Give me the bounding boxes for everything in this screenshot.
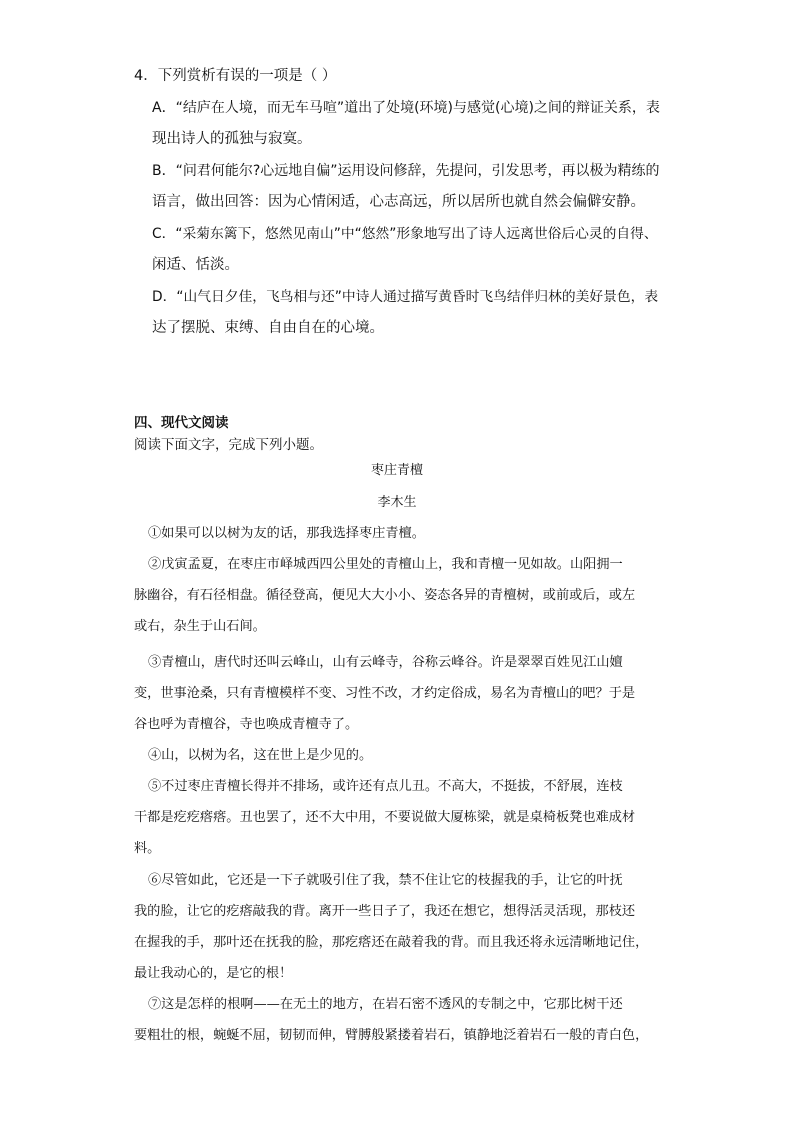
paragraph-7-line-1: ⑦这是怎样的根啊——在无土的地方，在岩石密不透风的专制之中，它那比树干还 (148, 997, 623, 1012)
option-a-line-1: A．“结庐在人境，而无车马喧”道出了处境(环境)与感觉(心境)之间的辩证关系，表 (152, 100, 660, 116)
article-title: 枣庄青檀 (370, 463, 423, 478)
paragraph-6-line-3: 在握我的手，那叶还在抚我的脸，那疙瘩还在敲着我的背。而且我还将永远清晰地记住， (134, 935, 649, 950)
option-d-line-1: D．“山气日夕佳，飞鸟相与还”中诗人通过描写黄昏时飞鸟结伴归林的美好景色，表 (152, 289, 659, 305)
paragraph-2-line-1: ②戊寅孟夏，在枣庄市峄城西四公里处的青檀山上，我和青檀一见如故。山阳拥一 (148, 557, 623, 572)
option-a-line-2: 现出诗人的孤独与寂寞。 (152, 131, 312, 147)
option-b-line-2: 语言，做出回答：因为心情闲适，心志高远，所以居所也就自然会偏僻安静。 (152, 194, 645, 210)
section-title: 四、现代文阅读 (134, 415, 229, 431)
paragraph-2-line-3: 或右，杂生于山石间。 (134, 619, 266, 634)
option-b-line-1: B．“问君何能尔?心远地自偏”运用设问修辞，先提问，引发思考，再以极为精练的 (152, 163, 660, 179)
paragraph-5-line-3: 料。 (134, 841, 161, 856)
option-c-line-2: 闲适、恬淡。 (152, 257, 239, 273)
paragraph-6-line-1: ⑥尽管如此，它还是一下子就吸引住了我，禁不住让它的枝握我的手，让它的叶抚 (148, 873, 623, 888)
section-instruction: 阅读下面文字，完成下列小题。 (134, 437, 323, 453)
paragraph-4-line-1: ④山，以树为名，这在世上是少见的。 (148, 748, 373, 763)
article-author: 李木生 (377, 495, 417, 510)
option-c-line-1: C．“采菊东篱下，悠然见南山”中“悠然”形象地写出了诗人远离世俗后心灵的自得、 (152, 226, 658, 242)
paragraph-5-line-1: ⑤不过枣庄青檀长得并不排场，或许还有点儿丑。不高大，不挺拔，不舒展，连枝 (148, 779, 623, 794)
paragraph-3-line-2: 变，世事沧桑，只有青檀模样不变、习性不改，才约定俗成，易名为青檀山的吧？于是 (134, 686, 636, 701)
paragraph-6-line-2: 我的脸，让它的疙瘩敲我的背。离开一些日子了，我还在想它，想得活灵活现，那枝还 (134, 904, 636, 919)
question-4-title: 4．下列赏析有误的一项是（ ） (134, 68, 337, 84)
paragraph-1-line-1: ①如果可以以树为友的话，那我选择枣庄青檀。 (148, 526, 425, 541)
option-d-line-2: 达了摆脱、束缚、自由自在的心境。 (152, 320, 384, 336)
paragraph-3-line-3: 谷也呼为青檀谷，寺也唤成青檀寺了。 (134, 717, 359, 732)
paragraph-5-line-2: 干都是疙疙瘩瘩。丑也罢了，还不大中用，不要说做大厦栋梁，就是桌椅板凳也难成材 (134, 810, 636, 825)
paragraph-7-line-2: 要粗壮的根，蜿蜒不屈，韧韧而伸，臂膊般紧搂着岩石，镇静地泛着岩石一般的青白色， (134, 1028, 649, 1043)
paragraph-3-line-1: ③青檀山，唐代时还叫云峰山，山有云峰寺，谷称云峰谷。许是翠翠百姓见江山嬗 (148, 655, 623, 670)
paragraph-6-line-4: 最让我动心的，是它的根！ (134, 966, 293, 981)
paragraph-2-line-2: 脉幽谷，有石径相盘。循径登高，便见大大小小、姿态各异的青檀树，或前或后，或左 (134, 588, 636, 603)
